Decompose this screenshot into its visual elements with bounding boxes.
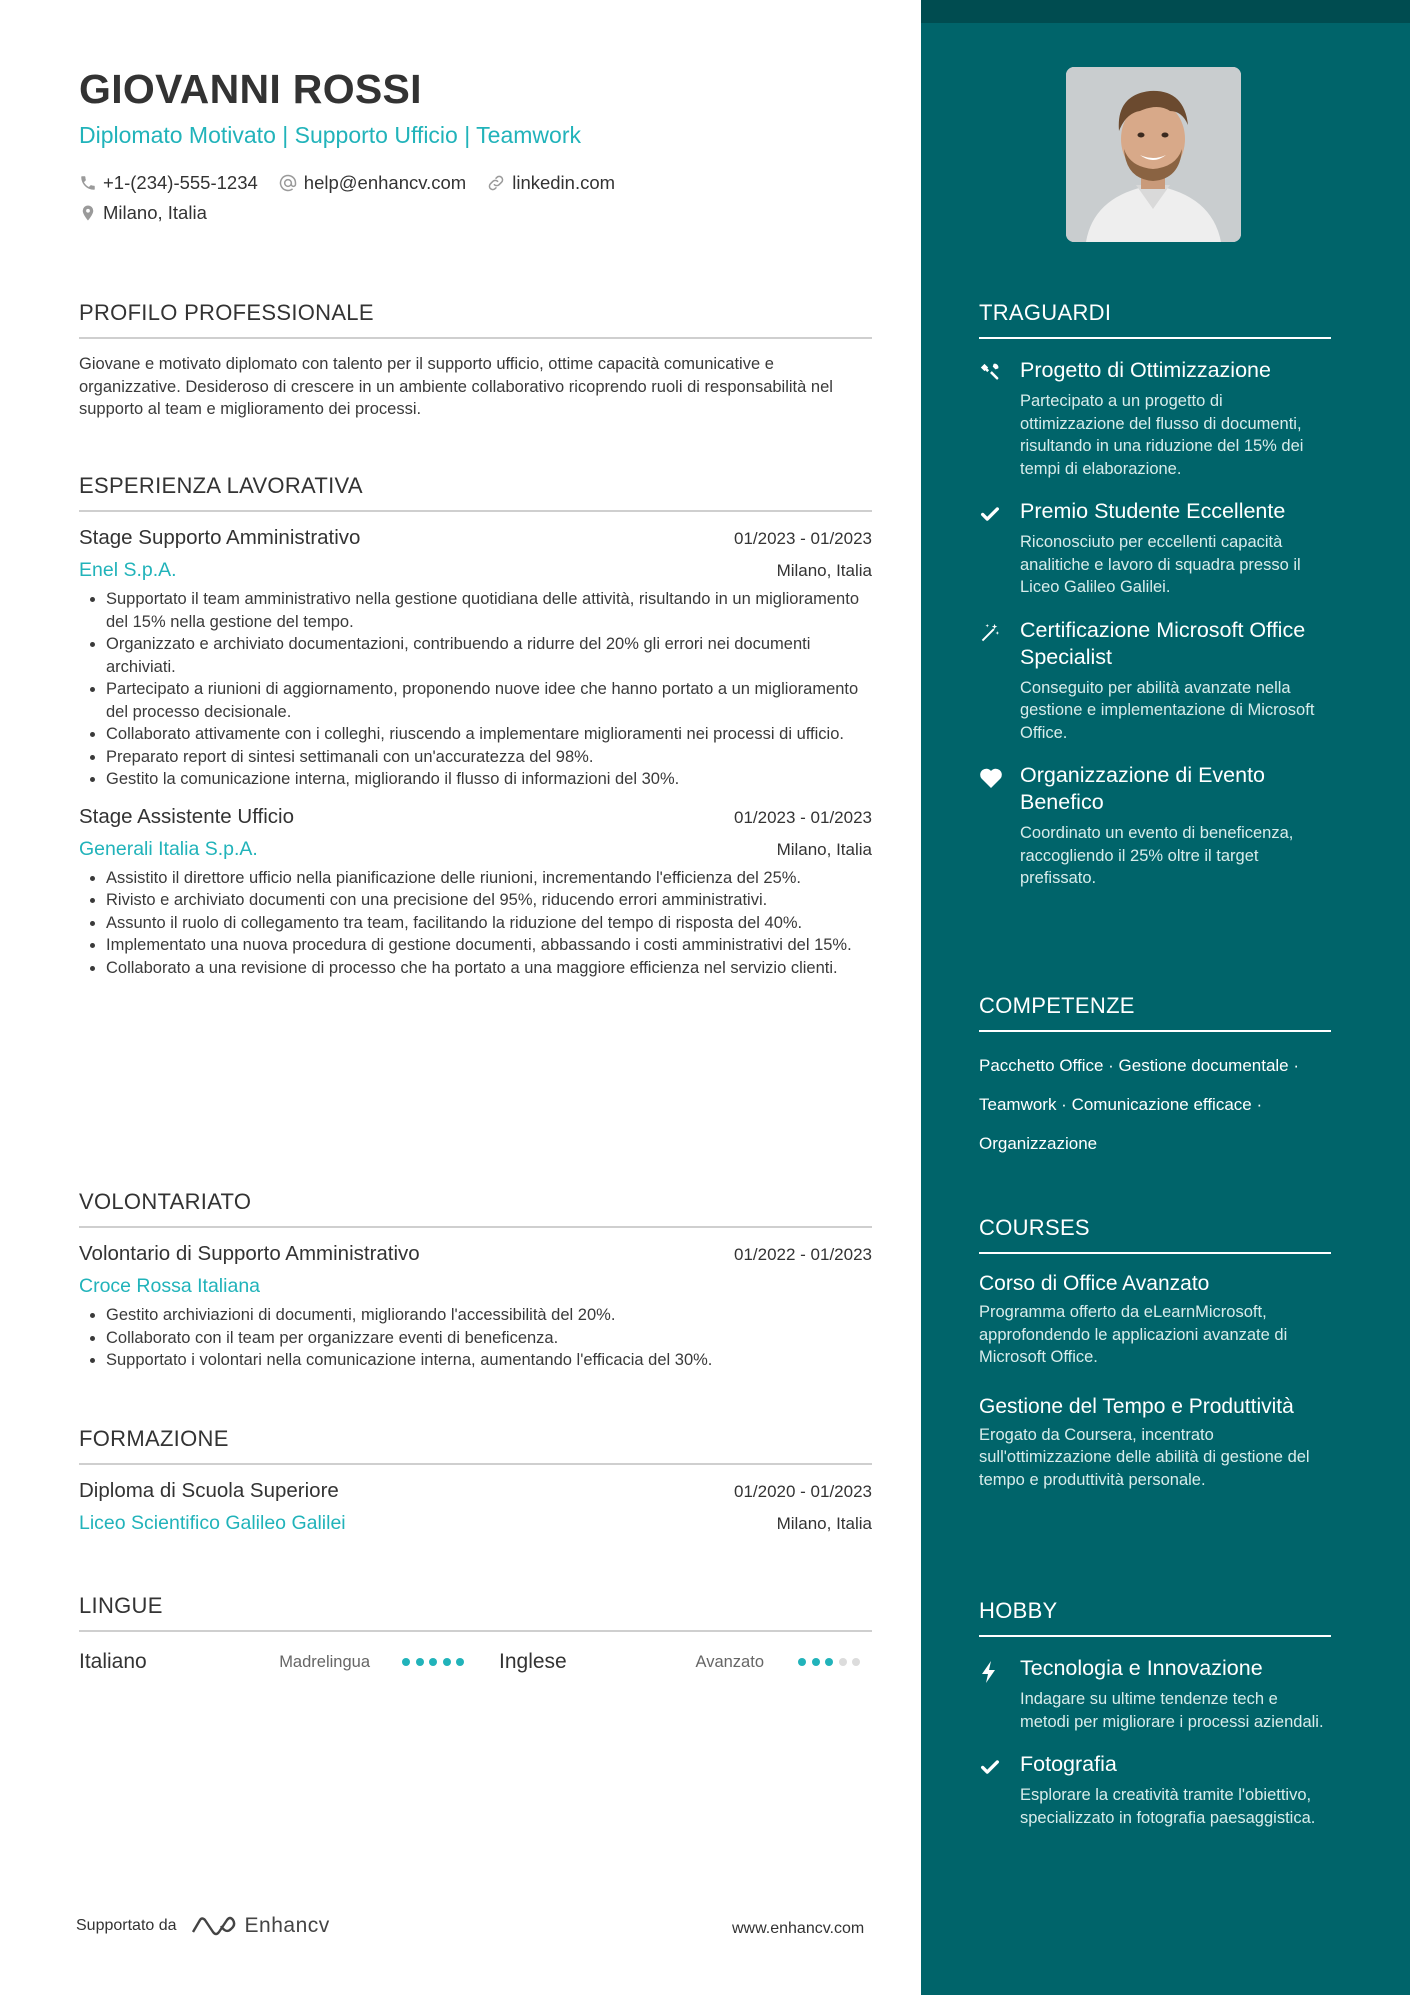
phone-contact — [79, 172, 258, 194]
hobby-desc: Indagare su ultime tendenze tech e metodi per migliorare i processi aziendali. — [1020, 1690, 1324, 1731]
languages-section — [79, 1593, 872, 1675]
education-entry — [79, 1479, 872, 1535]
bullet-item: • Partecipato a riunioni di aggiornamento, proponendo nuove idee che hanno portato a un miglioramento del processo decisionale. — [106, 678, 872, 723]
bullet-item: • Assistito il direttore ufficio nella pianificazione delle riunioni, incrementando l'efficienza del 25%. — [106, 867, 872, 890]
bullet-item: • Supportato i volontari nella comunicazione interna, aumentando l'efficacia del 30%. — [106, 1349, 872, 1372]
section-title: FORMAZIONE — [79, 1426, 872, 1465]
achievement-title: Organizzazione di Evento Benefico — [1020, 763, 1266, 814]
proficiency-dot-filled — [456, 1658, 464, 1666]
linkedin-contact[interactable] — [486, 172, 615, 194]
hobby-item — [979, 1751, 1331, 1829]
email-contact[interactable] — [278, 172, 466, 194]
bullet-item: • Collaborato attivamente con i colleghi, riuscendo a implementare miglioramenti nei processi di ufficio. — [106, 723, 872, 746]
proficiency-dot-filled — [443, 1658, 451, 1666]
bullet-item: • Assunto il ruolo di collegamento tra team, facilitando la riduzione del tempo di risposta del 40%. — [106, 912, 872, 935]
linkedin-url: linkedin.com — [512, 172, 616, 193]
section-title: COMPETENZE — [979, 993, 1331, 1032]
job-bullets — [79, 588, 872, 791]
hobby-desc: Esplorare la creatività tramite l'obiettivo, specializzato in fotografia paesaggistica. — [1020, 1786, 1316, 1827]
bullet-item: • Rivisto e archiviato documenti con una precisione del 95%, riducendo errori amministrativi. — [106, 889, 872, 912]
enhancv-logo-icon — [189, 1914, 237, 1938]
hobby-item — [979, 1655, 1331, 1733]
volunteer-role: Volontario di Supporto Amministrativo — [79, 1242, 420, 1265]
achievement-item — [979, 617, 1331, 745]
job-title: Stage Supporto Amministrativo — [79, 526, 361, 549]
profile-summary: Giovane e motivato diplomato con talento per il supporto ufficio, ottime capacità comunicative e organizzative. Desideroso di crescere in un ambiente collaborativo ricoprendo ruoli di responsabilità nel supporto al team e miglioramento dei processi. — [79, 355, 833, 418]
lightning-icon — [979, 1660, 999, 1684]
heart-icon — [979, 767, 1003, 789]
website-link[interactable]: www.enhancv.com — [732, 1920, 865, 1937]
brand-name: Enhancv — [244, 1914, 330, 1937]
section-title: TRAGUARDI — [979, 300, 1331, 339]
proficiency-dot-empty — [839, 1658, 847, 1666]
education-dates: 01/2020 - 01/2023 — [733, 1482, 872, 1501]
job-dates: 01/2023 - 01/2023 — [733, 529, 872, 548]
experience-entry — [79, 526, 872, 791]
language-name: Italiano — [79, 1650, 147, 1673]
school-location: Milano, Italia — [776, 1514, 872, 1533]
achievement-item — [979, 762, 1331, 890]
education-section — [79, 1426, 872, 1535]
proficiency-dot-empty — [852, 1658, 860, 1666]
candidate-name: GIOVANNI ROSSI — [79, 66, 422, 112]
phone-number: +1-(234)-555-1234 — [103, 172, 258, 193]
profile-photo — [1066, 67, 1241, 242]
bullet-item: • Gestito archiviazioni di documenti, migliorando l'accessibilità del 20%. — [106, 1304, 872, 1327]
achievement-title: Progetto di Ottimizzazione — [1020, 358, 1271, 382]
tagline: Diplomato Motivato | Supporto Ufficio | Teamwork — [79, 122, 581, 148]
proficiency-dot-filled — [825, 1658, 833, 1666]
check-icon — [979, 503, 1001, 525]
bullet-item: • Preparato report di sintesi settimanali con un'accuratezza del 98%. — [106, 746, 872, 769]
job-location: Milano, Italia — [776, 561, 872, 580]
job-bullets — [79, 867, 872, 980]
sidebar-top-bar — [921, 0, 1410, 23]
proficiency-dot-filled — [798, 1658, 806, 1666]
achievement-desc: Riconosciuto per eccellenti capacità analitiche e lavoro di squadra presso il Liceo Galileo Galilei. — [1020, 533, 1301, 596]
skills-section — [979, 993, 1331, 1163]
avatar-icon — [1066, 67, 1241, 242]
bullet-item: • Implementato una nuova procedura di gestione documenti, abbassando i costi amministrativi del 15%. — [106, 934, 872, 957]
bullet-item: • Organizzato e archiviato documentazioni, contribuendo a ridurre del 20% gli errori nei documenti archiviati. — [106, 633, 872, 678]
skills-line: Organizzazione — [979, 1134, 1098, 1153]
achievements-section — [979, 300, 1331, 890]
course-title: Corso di Office Avanzato — [979, 1272, 1210, 1295]
at-icon — [278, 173, 298, 193]
achievement-desc: Coordinato un evento di beneficenza, raccogliendo il 25% oltre il target prefissato. — [1020, 824, 1294, 887]
skills-line: Pacchetto Office · Gestione documentale · — [979, 1056, 1300, 1075]
school-name: Liceo Scientifico Galileo Galilei — [79, 1512, 346, 1534]
hobby-title: Tecnologia e Innovazione — [1020, 1656, 1263, 1680]
bullet-item: • Collaborato con il team per organizzare eventi di beneficenza. — [106, 1327, 872, 1350]
section-title: ESPERIENZA LAVORATIVA — [79, 473, 872, 512]
proficiency-dot-filled — [402, 1658, 410, 1666]
section-title: LINGUE — [79, 1593, 872, 1632]
achievement-title: Certificazione Microsoft Office Specialist — [1020, 617, 1306, 669]
hobby-title: Fotografia — [1020, 1752, 1117, 1776]
experience-section — [79, 473, 872, 979]
profile-section — [79, 300, 872, 421]
location-pin-icon — [79, 203, 97, 223]
section-title: VOLONTARIATO — [79, 1189, 872, 1228]
section-title: PROFILO PROFESSIONALE — [79, 300, 872, 339]
volunteer-dates: 01/2022 - 01/2023 — [733, 1245, 872, 1264]
powered-by-label: Supportato da — [76, 1917, 177, 1934]
company-name: Generali Italia S.p.A. — [79, 837, 258, 860]
proficiency-dots — [798, 1658, 873, 1666]
experience-entry — [79, 805, 872, 980]
course-desc: Programma offerto da eLearnMicrosoft, approfondendo le applicazioni avanzate di Microsoft Office. — [979, 1303, 1288, 1366]
company-name: Enel S.p.A. — [79, 559, 177, 581]
language-item — [79, 1650, 499, 1674]
tools-icon — [979, 362, 1001, 384]
volunteer-bullets — [79, 1304, 872, 1372]
job-location: Milano, Italia — [776, 839, 872, 859]
course-desc: Erogato da Coursera, incentrato sull'ottimizzazione delle abilità di gestione del tempo e produttività personale. — [979, 1425, 1310, 1489]
course-item — [979, 1270, 1331, 1369]
proficiency-dot-filled — [429, 1658, 437, 1666]
email-address: help@enhancv.com — [303, 172, 467, 193]
language-level: Avanzato — [695, 1652, 764, 1671]
skills-line: Teamwork · Comunicazione efficace · — [979, 1095, 1263, 1114]
section-title: COURSES — [979, 1215, 1331, 1254]
check-icon — [979, 1756, 1001, 1778]
bullet-item: • Supportato il team amministrativo nella gestione quotidiana delle attività, risultando in un miglioramento del 15% nella gestione del tempo. — [106, 588, 872, 633]
achievement-item — [979, 498, 1331, 599]
job-title: Stage Assistente Ufficio — [79, 804, 294, 828]
proficiency-dot-filled — [416, 1658, 424, 1666]
volunteering-entry — [79, 1242, 872, 1372]
course-title: Gestione del Tempo e Produttività — [979, 1394, 1294, 1418]
courses-section — [979, 1215, 1331, 1491]
bullet-item: • Gestito la comunicazione interna, migliorando il flusso di informazioni del 30%. — [106, 768, 872, 791]
achievement-desc: Partecipato a un progetto di ottimizzazione del flusso di documenti, risultando in una riduzione del 15% dei tempi di elaborazione. — [1020, 392, 1304, 478]
job-dates: 01/2023 - 01/2023 — [733, 807, 872, 827]
language-name: Inglese — [499, 1650, 567, 1673]
section-title: HOBBY — [979, 1598, 1331, 1637]
link-icon — [486, 173, 506, 193]
bullet-item: • Collaborato a una revisione di processo che ha portato a una maggiore efficienza nel servizio clienti. — [106, 957, 872, 980]
footer-branding[interactable] — [76, 1914, 330, 1938]
course-item — [979, 1393, 1331, 1492]
achievement-title: Premio Studente Eccellente — [1020, 499, 1286, 523]
achievement-item — [979, 357, 1331, 480]
contact-info — [79, 170, 635, 230]
sidebar — [921, 0, 1410, 1995]
location-text: Milano, Italia — [103, 202, 207, 223]
volunteer-organization: Croce Rossa Italiana — [79, 1275, 261, 1297]
degree-title: Diploma di Scuola Superiore — [79, 1479, 339, 1502]
achievement-desc: Conseguito per abilità avanzate nella gestione e implementazione di Microsoft Office. — [1020, 678, 1315, 742]
proficiency-dots — [402, 1658, 499, 1666]
volunteering-section — [79, 1189, 872, 1372]
skills-list — [979, 1046, 1331, 1163]
magic-wand-icon — [979, 622, 1001, 644]
language-level: Madrelingua — [279, 1652, 370, 1671]
phone-icon — [79, 174, 97, 192]
hobbies-section — [979, 1598, 1331, 1829]
language-item — [499, 1650, 873, 1674]
proficiency-dot-filled — [812, 1658, 820, 1666]
location-contact — [79, 202, 207, 224]
